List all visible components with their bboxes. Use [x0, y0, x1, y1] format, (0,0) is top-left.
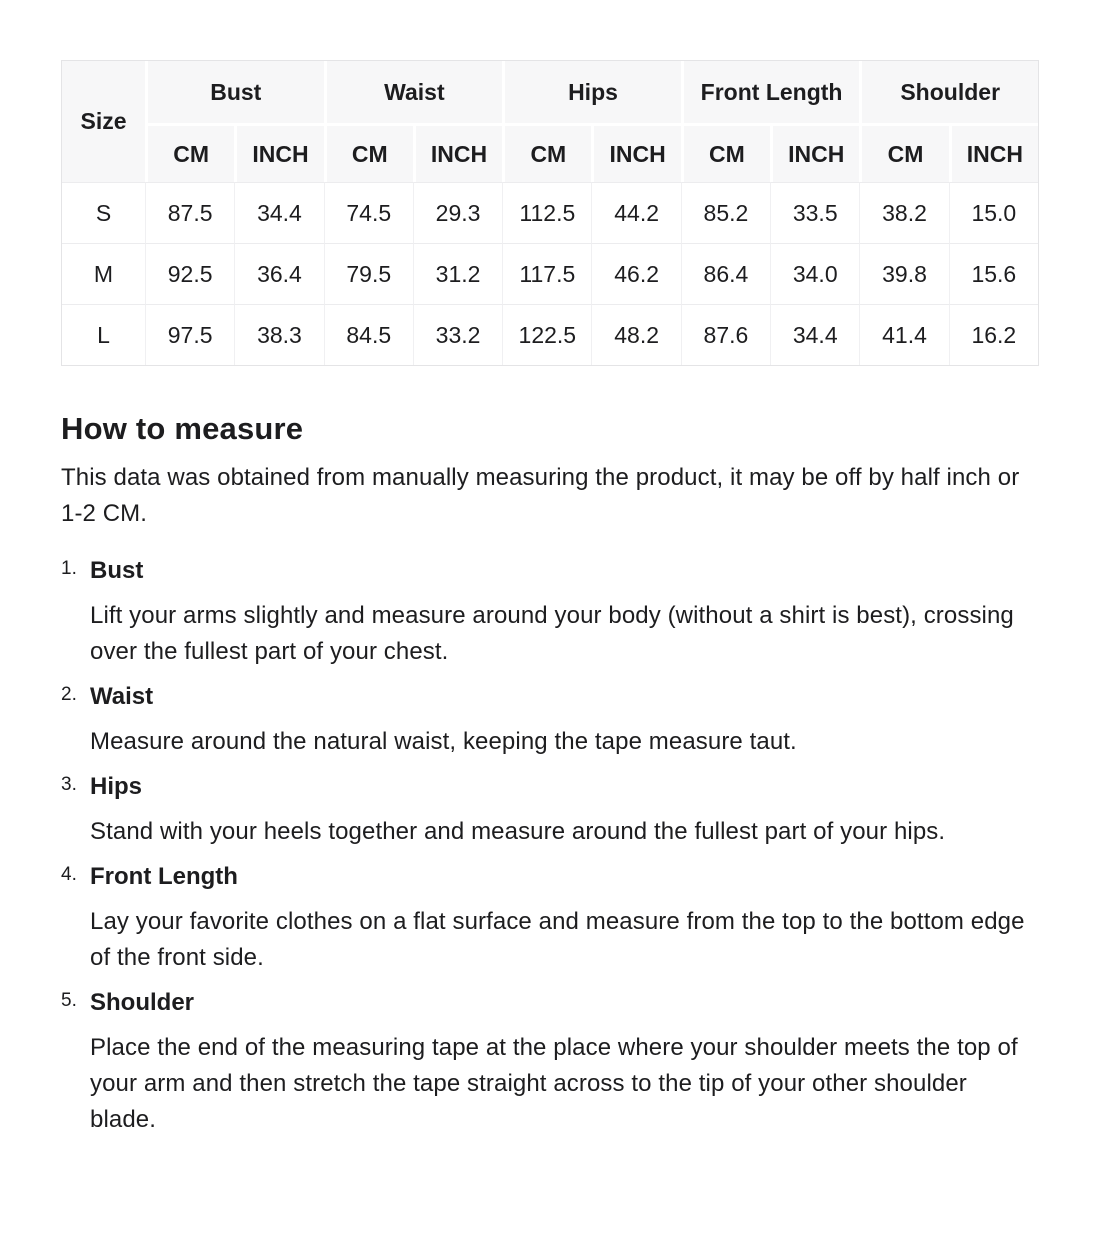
size-column-header: Size	[62, 61, 145, 182]
measurement-cell: 38.3	[234, 304, 323, 365]
table-row	[62, 182, 1038, 243]
step-number: 3.	[61, 774, 77, 795]
measurement-cell: 122.5	[502, 304, 591, 365]
unit-header: INCH	[770, 123, 859, 182]
step-number: 4.	[61, 864, 77, 885]
measurement-cell: 44.2	[591, 182, 680, 243]
unit-header: CM	[502, 123, 591, 182]
unit-header: CM	[859, 123, 948, 182]
table-row	[62, 304, 1038, 365]
measurement-group-row	[62, 61, 1038, 123]
unit-header: INCH	[949, 123, 1038, 182]
size-cell: M	[62, 243, 145, 304]
measurement-cell: 87.6	[681, 304, 770, 365]
table-row	[62, 243, 1038, 304]
unit-header: INCH	[591, 123, 680, 182]
size-chart-table	[61, 60, 1039, 366]
measurement-cell: 92.5	[145, 243, 234, 304]
measurement-cell: 38.2	[859, 182, 948, 243]
measurement-group-header: Shoulder	[859, 61, 1038, 123]
how-to-measure-heading: How to measure	[61, 411, 304, 446]
measurement-cell: 34.4	[234, 182, 323, 243]
step-term: Bust	[90, 557, 144, 584]
step-term: Waist	[90, 683, 154, 710]
measurement-cell: 74.5	[324, 182, 413, 243]
measurement-cell: 34.4	[770, 304, 859, 365]
step-number: 5.	[61, 990, 77, 1011]
measurement-cell: 33.5	[770, 182, 859, 243]
measurement-cell: 39.8	[859, 243, 948, 304]
size-cell: S	[62, 182, 145, 243]
measurement-cell: 29.3	[413, 182, 502, 243]
unit-header: CM	[145, 123, 234, 182]
measurement-cell: 85.2	[681, 182, 770, 243]
step-number: 2.	[61, 684, 77, 705]
measurement-group-header: Hips	[502, 61, 681, 123]
measurement-cell: 87.5	[145, 182, 234, 243]
step-number: 1.	[61, 558, 77, 579]
measurement-cell: 86.4	[681, 243, 770, 304]
measurement-cell: 15.6	[949, 243, 1038, 304]
measurement-cell: 15.0	[949, 182, 1038, 243]
unit-header: CM	[324, 123, 413, 182]
measurement-group-header: Waist	[324, 61, 503, 123]
step-description: Lift your arms slightly and measure around your body (without a shirt is best), crossing over the fullest part of your chest.	[90, 602, 1014, 665]
measurement-cell: 46.2	[591, 243, 680, 304]
step-term: Hips	[90, 773, 143, 800]
measurement-cell: 31.2	[413, 243, 502, 304]
measurement-group-header: Front Length	[681, 61, 860, 123]
size-cell: L	[62, 304, 145, 365]
measurement-cell: 79.5	[324, 243, 413, 304]
measurement-cell: 33.2	[413, 304, 502, 365]
measurement-cell: 41.4	[859, 304, 948, 365]
measurement-step	[61, 859, 1039, 976]
measurement-cell: 117.5	[502, 243, 591, 304]
unit-header: CM	[681, 123, 770, 182]
measurement-cell: 112.5	[502, 182, 591, 243]
size-chart-body	[62, 182, 1038, 365]
measurement-cell: 16.2	[949, 304, 1038, 365]
step-description: Stand with your heels together and measure around the fullest part of your hips.	[90, 818, 946, 845]
measurement-step	[61, 679, 1039, 760]
step-term: Shoulder	[90, 989, 195, 1016]
step-description: Measure around the natural waist, keeping the tape measure taut.	[90, 728, 797, 755]
unit-header: INCH	[234, 123, 323, 182]
measurement-cell: 97.5	[145, 304, 234, 365]
measurement-group-header: Bust	[145, 61, 324, 123]
step-term: Front Length	[90, 863, 238, 890]
step-description: Place the end of the measuring tape at the place where your shoulder meets the top of your arm and then stretch the tape straight across to the tip of your other shoulder blade.	[90, 1034, 1018, 1133]
measurement-steps-list	[61, 553, 1039, 1138]
measurement-step	[61, 985, 1039, 1138]
measurement-cell: 48.2	[591, 304, 680, 365]
measurement-step	[61, 553, 1039, 670]
measurement-cell: 34.0	[770, 243, 859, 304]
unit-header-row	[62, 123, 1038, 182]
size-chart-header	[62, 61, 1038, 182]
measurement-step	[61, 769, 1039, 850]
step-description: Lay your favorite clothes on a flat surface and measure from the top to the bottom edge of the front side.	[90, 908, 1025, 971]
unit-header: INCH	[413, 123, 502, 182]
measurement-cell: 36.4	[234, 243, 323, 304]
measurement-cell: 84.5	[324, 304, 413, 365]
how-to-measure-intro: This data was obtained from manually measuring the product, it may be off by half inch or 1-2 CM.	[61, 464, 1020, 527]
